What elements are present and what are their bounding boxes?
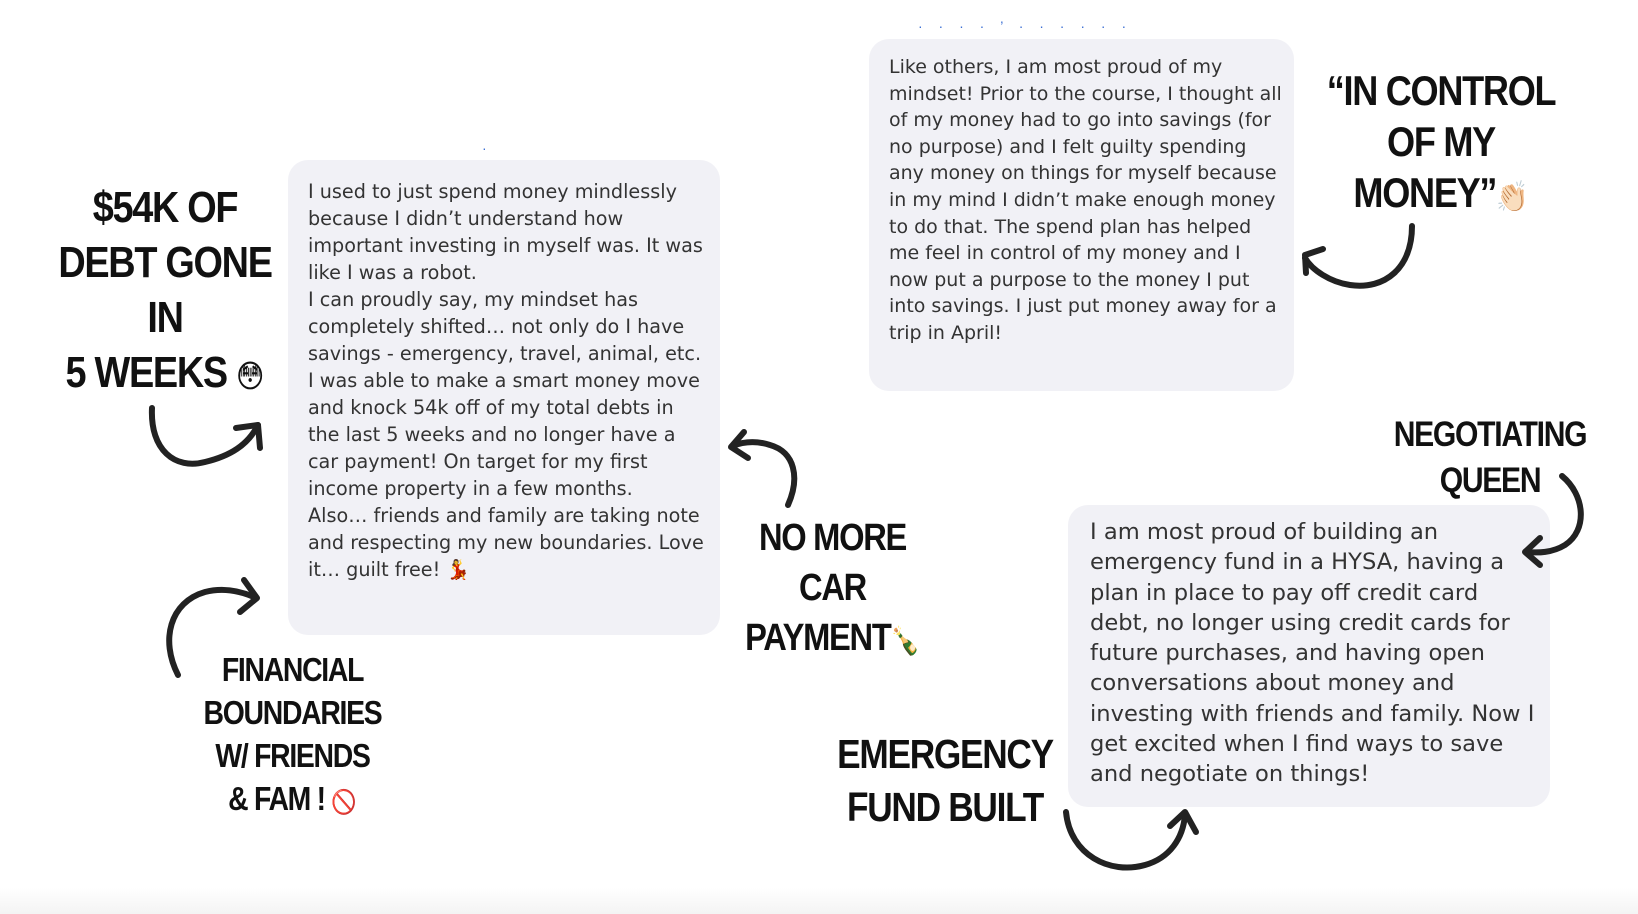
label-line: FUND BUILT xyxy=(846,784,1043,830)
label-line: DEBT GONE xyxy=(58,238,272,287)
arrow-control xyxy=(1305,226,1412,286)
clapping-hands-icon: 👏🏻 xyxy=(1496,180,1529,215)
testimonial-text: I used to just spend money mindlessly because I didn’t understand how important investing in myself was. It was like I was a robot. I can proudly say, my mindset has completely shifted… not only do I have savings - emergency, travel, animal, etc. I was able to make a smart money move and knock 54k off of my total debts in the last 5 weeks and no longer have a car payment! On target for my first income property in a few months. Also… friends and family are taking note and respecting my new boundaries. Love it… guilt free! 💃 xyxy=(308,180,704,581)
champagne-bottle-icon: 🍾 xyxy=(890,626,920,657)
label-line: NEGOTIATING xyxy=(1393,415,1587,454)
flushed-face-icon: 😳 xyxy=(236,359,265,395)
label-line: OF MY xyxy=(1387,118,1495,165)
label-line: QUEEN xyxy=(1439,461,1541,500)
label-line: W/ FRIENDS xyxy=(215,737,370,774)
testimonial-text: Like others, I am most proud of my mindset! Prior to the course, I thought all of my money had to go into savings (for no purpose) and I felt guilty spending any money on things for myself because in my mind I didn’t make enough money to do that. The spend plan has helped me feel in control of my money and I now put a purpose to the money I put into savings. I just put money away for a trip in April! xyxy=(889,56,1288,344)
label-line: EMERGENCY xyxy=(837,731,1053,777)
label-line: IN xyxy=(147,293,183,342)
label-line: FINANCIAL xyxy=(221,651,364,688)
cropped-text-fragment: · xyxy=(482,140,493,156)
label-line: $54K OF xyxy=(92,183,238,232)
label-line: & FAM ! xyxy=(228,780,325,817)
label-line: BOUNDARIES xyxy=(203,694,382,731)
prohibited-icon: 🚫 xyxy=(331,788,357,816)
arrow-debt xyxy=(152,408,258,464)
label-line: PAYMENT xyxy=(745,617,891,659)
cropped-text-fragment: · · · · ’ · · · · · · xyxy=(918,18,1133,34)
label-line: NO MORE xyxy=(758,517,907,559)
label-line: CAR xyxy=(799,567,866,609)
arrow-emergency xyxy=(1066,812,1185,868)
arrow-boundaries xyxy=(169,590,256,675)
label-line: “IN CONTROL xyxy=(1326,67,1556,114)
bottom-edge-shade xyxy=(0,888,1638,914)
label-line: 5 WEEKS xyxy=(65,348,227,397)
testimonial-text: I am most proud of building an emergency fund in a HYSA, having a plan in place to pay off credit card debt, no longer using credit cards for future purchases, and having open conversations about money and investing with friends and family. Now I get excited when I find ways to save and negotiate on things! xyxy=(1090,519,1542,788)
label-line: MONEY” xyxy=(1353,169,1497,216)
